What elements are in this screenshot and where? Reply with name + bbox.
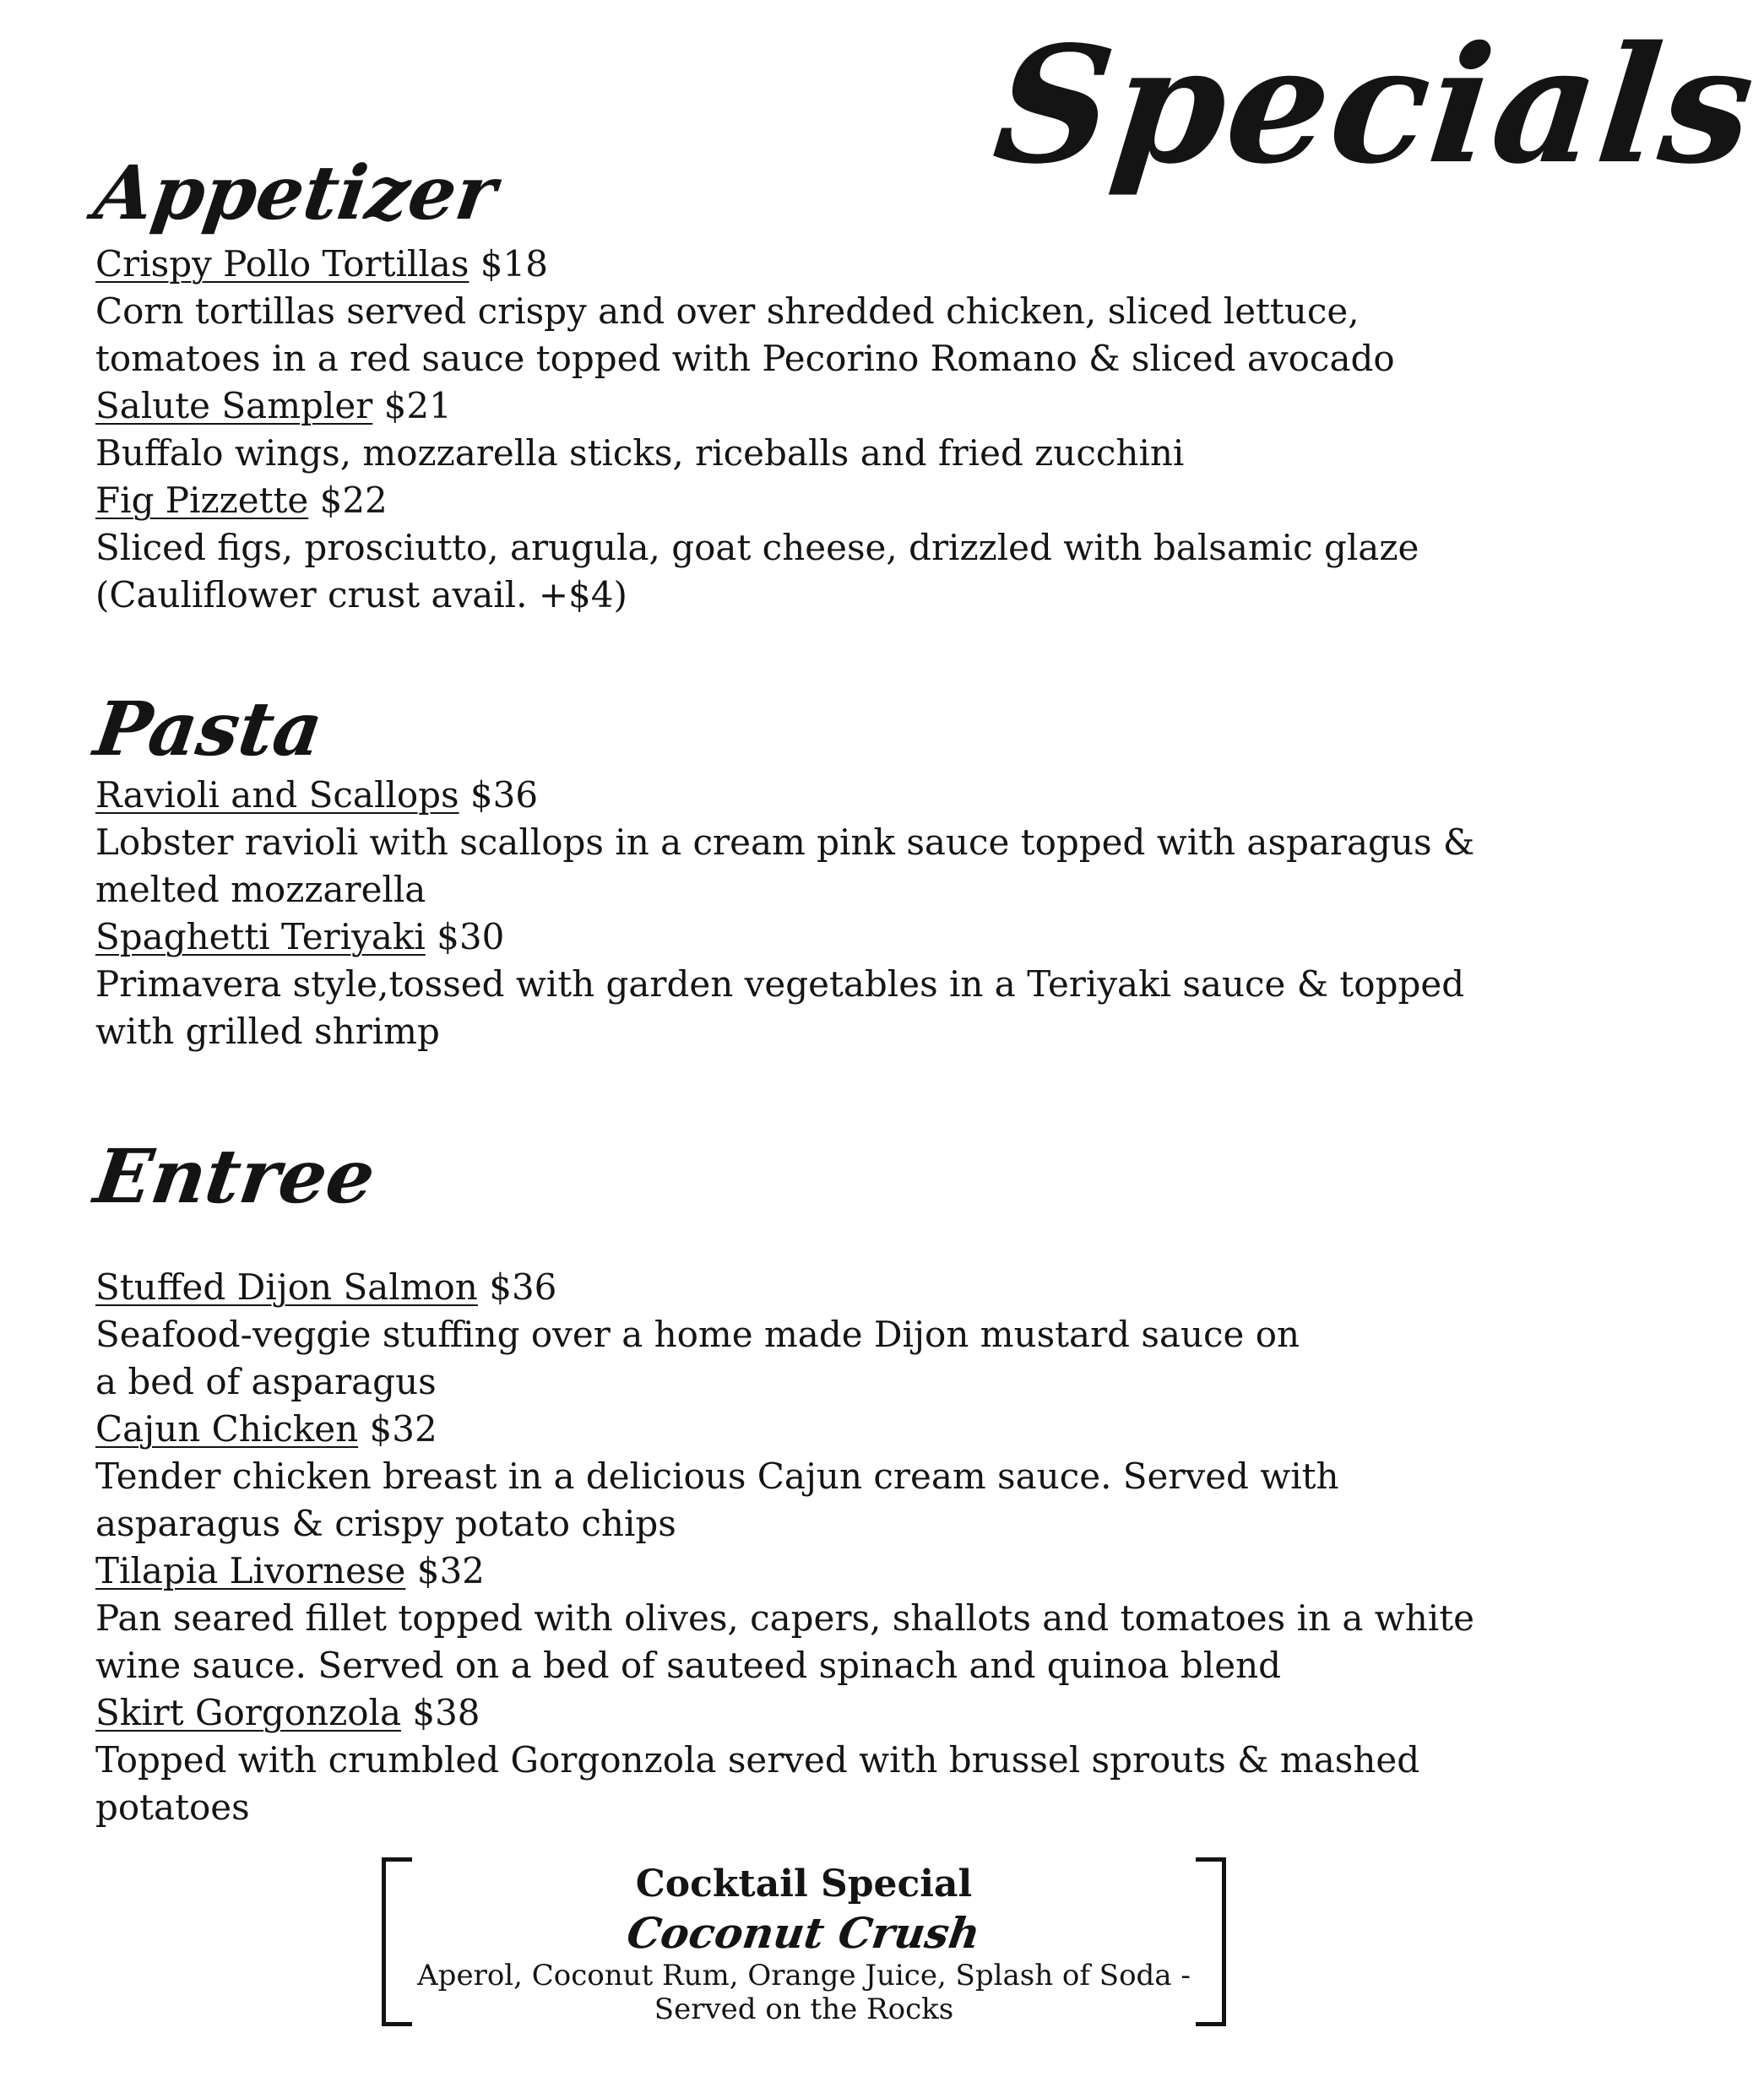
menu-item [95, 1406, 1531, 1453]
item-price: $22 [319, 479, 388, 521]
item-description: Sliced figs, prosciutto, arugula, goat cheese, drizzled with balsamic glaze (Cauliflower crust avail. +$4) [95, 526, 1419, 615]
menu-item [95, 241, 1531, 288]
left-bracket [382, 1857, 412, 2026]
section-heading-entree: Entree [89, 1132, 381, 1220]
item-price: $32 [416, 1549, 485, 1591]
menu-item [95, 382, 1531, 430]
item-description: Topped with crumbled Gorgonzola served with brussel sprouts & mashed potatoes [95, 1738, 1420, 1828]
item-description: Lobster ravioli with scallops in a cream pink sauce topped with asparagus & melted mozzarella [95, 821, 1475, 910]
item-price: $36 [469, 773, 539, 816]
item-description: Buffalo wings, mozzarella sticks, riceballs and fried zucchini [95, 431, 1185, 474]
cocktail-description: Aperol, Coconut Rum, Orange Juice, Splash of Soda - Served on the Rocks [417, 1959, 1191, 2026]
item-description: Seafood-veggie stuffing over a home made Dijon mustard sauce on a bed of asparagus [95, 1313, 1300, 1402]
pasta-section [89, 685, 1531, 1055]
entree-section [89, 1132, 1531, 1831]
item-name: Cajun Chicken [95, 1407, 359, 1450]
appetizer-section [89, 149, 1531, 619]
item-name: Spaghetti Teriyaki [95, 915, 426, 957]
cocktail-special-box [382, 1857, 1226, 2026]
cocktail-heading: Cocktail Special [635, 1862, 973, 1906]
item-name: Stuffed Dijon Salmon [95, 1266, 478, 1308]
item-description: Corn tortillas served crispy and over shredded chicken, sliced lettuce, tomatoes in a red sauce topped with Pecorino Romano & sliced avocado [95, 290, 1395, 379]
item-description: Primavera style,tossed with garden vegetables in a Teriyaki sauce & topped with grilled shrimp [95, 962, 1465, 1052]
item-name: Ravioli and Scallops [95, 773, 459, 816]
item-name: Fig Pizzette [95, 479, 309, 521]
item-name: Crispy Pollo Tortillas [95, 242, 469, 285]
item-price: $36 [489, 1266, 557, 1308]
menu-item [95, 477, 1531, 524]
item-name: Tilapia Livornese [95, 1549, 406, 1591]
page-title: Specials [986, 11, 1764, 199]
item-price: $18 [480, 242, 548, 285]
section-heading-pasta: Pasta [89, 685, 328, 773]
item-description: Pan seared fillet topped with olives, capers, shallots and tomatoes in a white wine sauce. Served on a bed of sauteed spinach and quinoa blend [95, 1597, 1474, 1686]
cocktail-name: Coconut Crush [624, 1908, 984, 1958]
item-price: $32 [369, 1407, 437, 1450]
section-heading-appetizer: Appetizer [89, 149, 502, 236]
item-description: Tender chicken breast in a delicious Cajun cream sauce. Served with asparagus & crispy potato chips [95, 1455, 1339, 1544]
item-name: Skirt Gorgonzola [95, 1691, 401, 1733]
item-price: $30 [437, 915, 505, 957]
item-name: Salute Sampler [95, 384, 373, 426]
right-bracket [1196, 1857, 1226, 2026]
menu-item [95, 1548, 1531, 1595]
menu-item [95, 1264, 1531, 1311]
menu-item [95, 1689, 1531, 1737]
menu-item [95, 913, 1531, 961]
menu-item [95, 772, 1531, 819]
item-price: $21 [383, 384, 452, 426]
item-price: $38 [412, 1691, 480, 1733]
